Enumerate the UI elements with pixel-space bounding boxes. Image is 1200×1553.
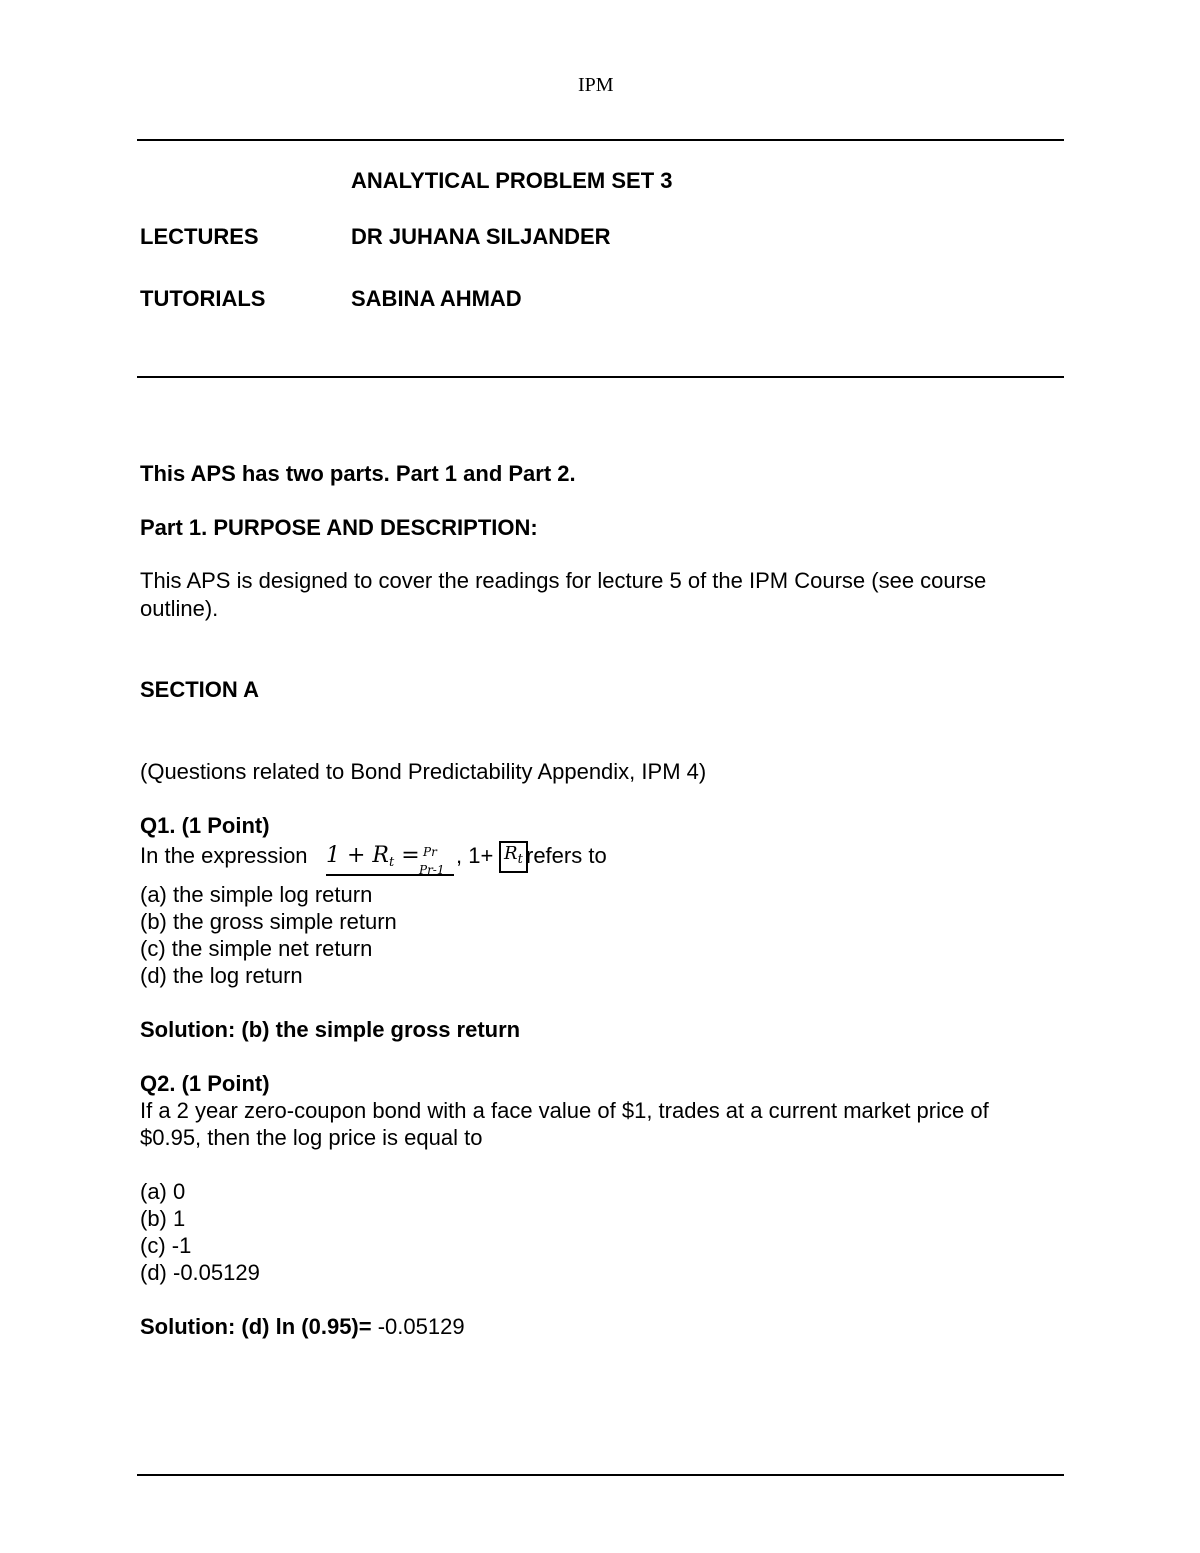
footer-rule (137, 1474, 1064, 1476)
q1-boxed-subscript: t (517, 852, 523, 867)
parts-statement: This APS has two parts. Part 1 and Part 2. (140, 461, 576, 486)
q2-solution-value: -0.05129 (371, 1314, 465, 1339)
q1-equation-lhs (326, 843, 420, 870)
q2-heading: Q2. (1 Point) (140, 1071, 270, 1096)
q2-prompt-line-2: $0.95, then the log price is equal to (140, 1125, 483, 1150)
q1-prompt-prefix: In the expression (140, 843, 308, 868)
title-bottom-rule (137, 376, 1064, 378)
q1-boxed-term (499, 841, 528, 873)
q1-prompt-mid: , 1+ (456, 843, 494, 868)
q2-solution (140, 1314, 465, 1340)
top-rule (137, 139, 1064, 141)
q2-option-a: (a) 0 (140, 1179, 186, 1204)
q1-option-a: (a) the simple log return (140, 882, 373, 907)
tutorials-label: TUTORIALS (140, 286, 266, 311)
q1-option-d: (d) the log return (140, 963, 303, 988)
section-heading: SECTION A (140, 677, 259, 702)
q2-solution-label: Solution: (d) ln (0.95)= (140, 1314, 372, 1339)
q2-option-d: (d) -0.05129 (140, 1260, 260, 1285)
tutor-name: SABINA AHMAD (351, 286, 522, 311)
q1-boxed-r: R (504, 843, 518, 864)
description-line-1: This APS is designed to cover the readings for lecture 5 of the IPM Course (see course (140, 568, 987, 593)
q1-fraction-denominator: Pr-1 (419, 863, 445, 877)
q1-solution: Solution: (b) the simple gross return (140, 1017, 521, 1042)
q1-heading: Q1. (1 Point) (140, 813, 270, 838)
q1-eq-equals: = (394, 843, 420, 868)
q2-option-b: (b) 1 (140, 1206, 186, 1231)
lecturer-name: DR JUHANA SILJANDER (351, 224, 611, 249)
q1-eq-lhs-text: 1 + R (326, 843, 389, 868)
q1-option-c: (c) the simple net return (140, 936, 373, 961)
q1-eq-lhs-subscript: t (388, 855, 395, 870)
lectures-label: LECTURES (140, 224, 259, 249)
q2-option-c: (c) -1 (140, 1233, 192, 1258)
q1-fraction-numerator: Pr (423, 845, 437, 859)
q2-prompt-line-1: If a 2 year zero-coupon bond with a face value of $1, trades at a current market price of (140, 1098, 989, 1123)
description-line-2: outline). (140, 596, 219, 621)
running-header: IPM (578, 74, 614, 96)
q1-option-b: (b) the gross simple return (140, 909, 397, 934)
part1-heading: Part 1. PURPOSE AND DESCRIPTION: (140, 515, 538, 540)
document-title: ANALYTICAL PROBLEM SET 3 (351, 168, 673, 193)
q1-prompt-suffix: refers to (526, 843, 607, 868)
section-note: (Questions related to Bond Predictability Appendix, IPM 4) (140, 759, 707, 784)
